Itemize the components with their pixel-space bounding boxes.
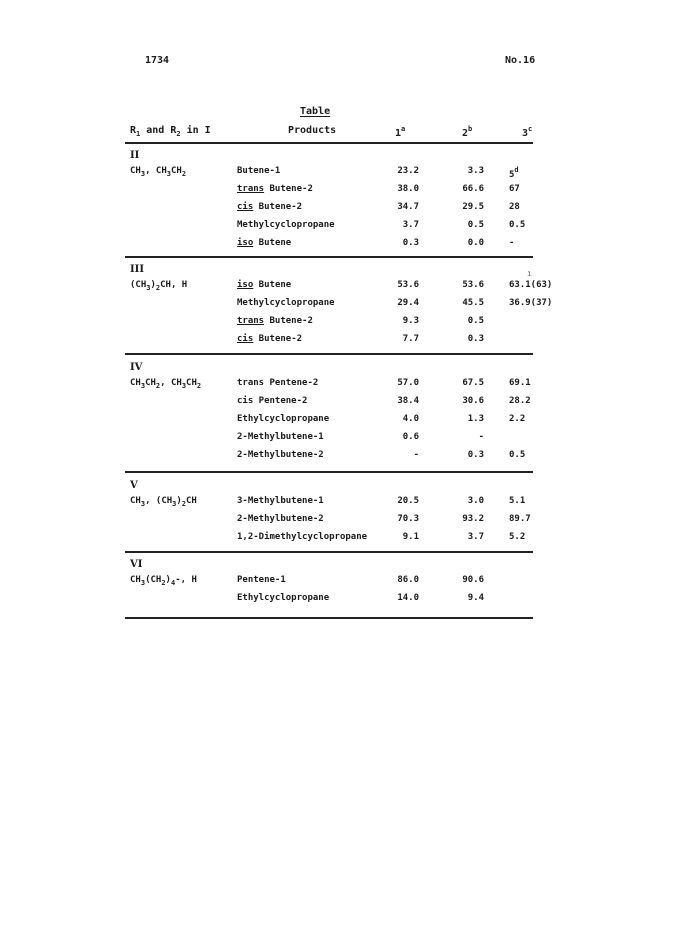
cell-value: - [478, 432, 484, 442]
formula-subscript: 3 [140, 382, 146, 390]
product-name [237, 496, 324, 506]
formula-subscript: 3 [146, 284, 151, 292]
value-column-2 [434, 184, 484, 194]
product-label: Butene-2 [253, 334, 303, 344]
product-prefix: trans [237, 184, 265, 194]
formula-part: CH [130, 166, 141, 176]
product-name [237, 220, 335, 230]
value-column-1 [367, 316, 419, 326]
product-name [237, 280, 291, 290]
table-row [125, 450, 533, 468]
compound-number: VI [130, 559, 143, 570]
table-row [125, 334, 533, 352]
table-row [125, 298, 553, 316]
formula-part: (CH [130, 280, 147, 290]
cell-value: 53.6 [462, 280, 484, 290]
formula-part: CH [145, 378, 156, 388]
cell-value: 0.5 [509, 450, 526, 460]
cell-value: 89.7 [509, 514, 531, 524]
formula-part: (CH [145, 575, 162, 585]
header-rule [125, 142, 533, 144]
value-column-3 [509, 396, 531, 406]
formula-subscript: 2 [181, 500, 187, 508]
table-title: Table [300, 106, 331, 117]
cell-value: 5 [509, 170, 515, 180]
cell-value: 3.7 [467, 532, 484, 542]
column-header-products: Products [288, 125, 337, 136]
cell-value: 23.2 [397, 166, 419, 176]
value-column-1 [367, 298, 419, 308]
r-in: in I [180, 125, 211, 136]
product-name [237, 575, 286, 585]
group-divider [125, 551, 533, 553]
compound-number: II [130, 150, 140, 161]
formula-subscript: 2 [155, 382, 161, 390]
product-name [237, 396, 307, 406]
formula-part: ) [176, 496, 182, 506]
table-row [125, 496, 533, 514]
formula-part: CH [170, 166, 182, 176]
formula-subscript: 3 [181, 382, 187, 390]
page-number: 1734 [145, 55, 170, 66]
product-label: Butene [253, 238, 292, 248]
table-row [125, 238, 533, 256]
cell-value: 93.2 [462, 514, 484, 524]
table-row [125, 414, 533, 432]
cell-value: 3.7 [402, 220, 419, 230]
value-column-1 [367, 575, 419, 585]
product-prefix: trans [237, 316, 265, 326]
cell-value: 0.3 [467, 334, 484, 344]
table-row [125, 280, 553, 298]
formula-part: ) [150, 280, 156, 290]
cell-value: 9.1 [402, 532, 419, 542]
table-row [125, 593, 533, 611]
table-row [125, 575, 533, 593]
value-column-2 [434, 432, 484, 442]
column-header-1 [395, 125, 405, 139]
table-row [125, 532, 533, 550]
value-column-2 [434, 280, 484, 290]
product-name [237, 334, 302, 344]
formula-part: CH [186, 496, 197, 506]
table-row [125, 202, 533, 220]
value-column-1 [367, 202, 419, 212]
column-header-r [130, 125, 211, 138]
product-name [237, 238, 291, 248]
column-2-note: b [468, 125, 473, 133]
value-column-3 [509, 202, 520, 212]
product-label: Butene [253, 280, 292, 290]
formula-part: , CH [160, 378, 182, 388]
value-column-1 [367, 238, 419, 248]
cell-value: 34.7 [397, 202, 419, 212]
formula-part: -, H [175, 575, 197, 585]
value-column-2 [434, 396, 484, 406]
product-label: Methylcyclopropane [237, 220, 335, 230]
product-label: Ethylcyclopropane [237, 414, 330, 424]
product-name [237, 593, 329, 603]
compound-number: III [130, 264, 145, 275]
column-1-label: 1 [395, 128, 402, 139]
cell-value: 0.5 [467, 220, 484, 230]
value-column-3 [509, 166, 519, 180]
value-column-2 [434, 220, 484, 230]
product-label: 2-Methylbutene-1 [237, 432, 324, 442]
r-subscript-2: 2 [176, 130, 181, 138]
cell-value: 1.3 [467, 414, 484, 424]
formula-subscript: 3 [140, 170, 146, 178]
cell-value: 36.9(37) [509, 298, 553, 308]
value-column-1 [367, 396, 419, 406]
value-column-2 [434, 202, 484, 212]
value-column-2 [434, 575, 484, 585]
formula-part: CH [130, 496, 141, 506]
value-column-1 [367, 220, 419, 230]
product-label: Methylcyclopropane [237, 298, 335, 308]
column-header-3 [522, 125, 532, 139]
value-column-1 [367, 166, 419, 176]
product-label: Ethylcyclopropane [237, 593, 330, 603]
cell-value: 90.6 [462, 575, 484, 585]
cell-value: 38.4 [397, 396, 419, 406]
product-name [237, 514, 324, 524]
value-column-1 [367, 432, 419, 442]
formula-part: CH, H [160, 280, 188, 290]
product-label: cis Pentene-2 [237, 396, 308, 406]
cell-value: 2.2 [509, 414, 526, 424]
formula-subscript: 2 [155, 284, 161, 292]
formula-part: , (CH [145, 496, 173, 506]
product-label: Butene-2 [253, 202, 303, 212]
r-and: and R [140, 125, 177, 136]
cell-value: 0.0 [467, 238, 484, 248]
group-divider [125, 353, 533, 355]
product-name [237, 532, 367, 542]
value-column-2 [434, 378, 484, 388]
value-column-2 [434, 496, 484, 506]
product-prefix: iso [237, 238, 254, 248]
value-column-1 [367, 593, 419, 603]
cell-value: 66.6 [462, 184, 484, 194]
value-column-2 [434, 414, 484, 424]
footnote-mark: ı [527, 269, 532, 278]
formula-subscript: 3 [166, 170, 171, 178]
cell-value: 28 [509, 202, 520, 212]
cell-value: 86.0 [397, 575, 419, 585]
formula-part: ) [165, 575, 171, 585]
value-column-1 [367, 450, 419, 460]
table-row [125, 378, 533, 396]
cell-value: 67.5 [462, 378, 484, 388]
cell-value: 53.6 [397, 280, 419, 290]
product-name [237, 432, 324, 442]
product-prefix: cis [237, 202, 254, 212]
value-column-1 [367, 514, 419, 524]
formula-subscript: 2 [196, 382, 202, 390]
product-label: 2-Methylbutene-2 [237, 450, 324, 460]
value-column-1 [367, 414, 419, 424]
product-label: 3-Methylbutene-1 [237, 496, 324, 506]
group-divider [125, 256, 533, 258]
cell-value: 3.0 [467, 496, 484, 506]
value-column-2 [434, 166, 484, 176]
value-column-2 [434, 298, 484, 308]
cell-value: 9.4 [467, 593, 484, 603]
value-column-1 [367, 184, 419, 194]
journal-number: No.16 [505, 55, 536, 66]
value-column-2 [434, 334, 484, 344]
cell-value: 3.3 [467, 166, 484, 176]
cell-value: 5.1 [509, 496, 526, 506]
value-column-3 [509, 298, 552, 308]
cell-value: 0.6 [402, 432, 419, 442]
product-label: Butene-1 [237, 166, 281, 176]
value-column-2 [434, 316, 484, 326]
table-row [125, 396, 533, 414]
table-row [125, 432, 533, 450]
value-column-2 [434, 593, 484, 603]
value-column-3 [509, 378, 531, 388]
table-row [125, 220, 533, 238]
product-label: Butene-2 [264, 184, 313, 194]
formula-subscript: 3 [172, 500, 177, 508]
formula-subscript: 2 [161, 579, 166, 587]
cell-value: 20.5 [397, 496, 419, 506]
product-label: Butene-2 [264, 316, 313, 326]
formula-part: , CH [145, 166, 167, 176]
column-header-2 [462, 125, 472, 139]
product-prefix: iso [237, 280, 254, 290]
cell-value: 4.0 [402, 414, 419, 424]
product-prefix: cis [237, 334, 254, 344]
value-column-1 [367, 378, 419, 388]
product-name [237, 316, 313, 326]
value-column-1 [367, 496, 419, 506]
cell-value: 0.3 [402, 238, 419, 248]
value-column-3 [509, 220, 525, 230]
cell-value: 5.2 [509, 532, 526, 542]
product-label: 1,2-Dimethylcyclopropane [237, 532, 368, 542]
footnote-marker: d [514, 166, 519, 174]
table-row [125, 166, 533, 184]
compound-number: IV [130, 362, 143, 373]
cell-value: 0.5 [467, 316, 484, 326]
value-column-2 [434, 238, 484, 248]
value-column-3 [509, 514, 531, 524]
value-column-1 [367, 334, 419, 344]
compound-number: V [130, 480, 138, 491]
value-column-3 [509, 414, 525, 424]
column-3-note: c [528, 125, 533, 133]
formula-part: CH [130, 575, 141, 585]
value-column-2 [434, 532, 484, 542]
cell-value: 9.3 [402, 316, 419, 326]
product-label: Pentene-1 [237, 575, 286, 585]
value-column-3 [509, 532, 525, 542]
cell-value: 57.0 [397, 378, 419, 388]
cell-value: 28.2 [509, 396, 531, 406]
r-subscript-1: 1 [136, 130, 141, 138]
cell-value: 14.0 [397, 593, 419, 603]
formula-subscript: 3 [140, 579, 146, 587]
cell-value: 30.6 [462, 396, 484, 406]
cell-value: 0.3 [467, 450, 484, 460]
group-divider [125, 471, 533, 473]
cell-value: 38.0 [397, 184, 419, 194]
cell-value: - [413, 450, 419, 460]
cell-value: 63.1(63) [509, 280, 553, 290]
product-name [237, 378, 318, 388]
value-column-3 [509, 496, 525, 506]
column-1-note: a [401, 125, 406, 133]
product-name [237, 450, 324, 460]
table-row [125, 316, 533, 334]
cell-value: 70.3 [397, 514, 419, 524]
product-label: 2-Methylbutene-2 [237, 514, 324, 524]
value-column-1 [367, 280, 419, 290]
formula-part: CH [186, 378, 197, 388]
cell-value: 45.5 [462, 298, 484, 308]
formula-subscript: 2 [181, 170, 187, 178]
product-name [237, 166, 280, 176]
cell-value: 29.4 [397, 298, 419, 308]
column-3-label: 3 [522, 128, 529, 139]
value-column-3 [509, 184, 520, 194]
product-name [237, 202, 302, 212]
value-column-3 [509, 238, 514, 248]
cell-value: 7.7 [402, 334, 419, 344]
formula-subscript: 4 [170, 579, 176, 587]
value-column-2 [434, 514, 484, 524]
value-column-2 [434, 450, 484, 460]
table-row [125, 184, 533, 202]
formula-subscript: 3 [140, 500, 146, 508]
product-label: trans Pentene-2 [237, 378, 319, 388]
cell-value: - [509, 238, 515, 248]
group-divider [125, 617, 533, 619]
cell-value: 69.1 [509, 378, 531, 388]
value-column-1 [367, 532, 419, 542]
column-2-label: 2 [462, 128, 469, 139]
table-row [125, 514, 533, 532]
value-column-3 [509, 280, 552, 290]
product-name [237, 298, 335, 308]
cell-value: 29.5 [462, 202, 484, 212]
product-name [237, 184, 313, 194]
cell-value: 67 [509, 184, 520, 194]
cell-value: 0.5 [509, 220, 526, 230]
r-label: R [130, 125, 137, 136]
product-name [237, 414, 329, 424]
formula-part: CH [130, 378, 141, 388]
value-column-3 [509, 450, 525, 460]
